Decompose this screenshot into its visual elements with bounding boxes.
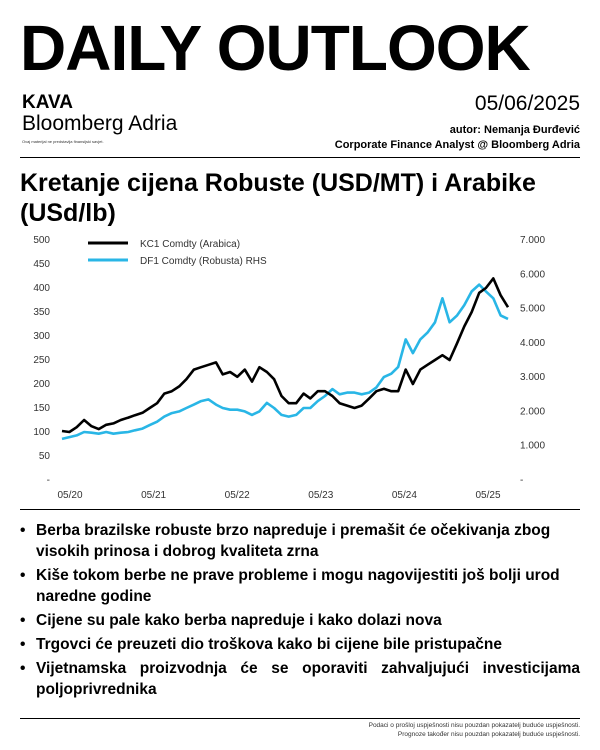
y-left-tick-label: 100 xyxy=(33,427,50,438)
report-date: 05/06/2025 xyxy=(474,92,580,115)
y-right-tick-label: - xyxy=(520,475,524,486)
x-tick-label: 05/25 xyxy=(475,490,501,501)
author-name: autor: Nemanja Đurđević xyxy=(449,124,580,136)
y-right-tick-label: 2.000 xyxy=(520,406,546,418)
y-left-tick-label: 500 xyxy=(33,235,50,246)
y-left-tick-label: 50 xyxy=(38,451,50,462)
y-left-tick-label: 300 xyxy=(33,331,50,342)
footer-note: Podaci o prošloj uspješnosti nisu pouzdan pokazatelj buduće uspješnosti. xyxy=(368,722,580,729)
y-right-tick-label: 6.000 xyxy=(520,269,546,281)
x-tick-label: 05/23 xyxy=(308,490,334,501)
robusta-series-line xyxy=(62,285,508,439)
bullet-list xyxy=(20,520,580,703)
price-chart xyxy=(0,228,600,506)
footer-note: Prognoze također nisu pouzdan pokazatelj buduće uspješnosti. xyxy=(397,731,580,738)
y-right-tick-label: 1.000 xyxy=(520,440,546,452)
bullet-item: • Kiše tokom berbe ne prave probleme i mogu nagovijestiti još bolji urod naredne godine xyxy=(20,565,580,607)
y-right-tick-label: 5.000 xyxy=(520,303,546,315)
topic-label: KAVA xyxy=(22,92,74,113)
bullet-item: • Cijene su pale kako berba napreduje i kako dolazi nova xyxy=(20,610,580,631)
author-role: Corporate Finance Analyst @ Bloomberg Adria xyxy=(334,139,580,151)
y-left-tick-label: 400 xyxy=(33,283,50,294)
bullet-item: • Trgovci će preuzeti dio troškova kako bi cijene bile pristupačne xyxy=(20,634,580,655)
y-right-tick-label: 7.000 xyxy=(520,235,546,246)
x-tick-label: 05/22 xyxy=(224,490,250,501)
y-left-tick-label: - xyxy=(46,475,50,486)
disclaimer-text: Ovaj materijal ne predstavlja finansijski savjet. xyxy=(22,139,104,144)
chart-divider xyxy=(20,509,580,510)
x-tick-label: 05/20 xyxy=(57,490,83,501)
y-right-tick-label: 3.000 xyxy=(520,372,546,384)
x-tick-label: 05/24 xyxy=(391,490,417,501)
legend-label-robusta: DF1 Comdty (Robusta) RHS xyxy=(140,256,267,267)
footer-divider xyxy=(20,718,580,719)
bullet-item: • Vijetnamska proizvodnja će se oporaviti zahvaljujući investicijama poljoprivrednika xyxy=(20,658,580,700)
y-left-tick-label: 150 xyxy=(33,403,50,414)
main-title: DAILY OUTLOOK xyxy=(20,12,530,84)
bullet-item: • Berba brazilske robuste brzo napreduje i premašit će očekivanja zbog visokih prinosa i dobrog kvaliteta zrna xyxy=(20,520,580,562)
header-divider xyxy=(20,157,580,158)
legend-label-arabica: KC1 Comdty (Arabica) xyxy=(140,239,241,250)
y-left-tick-label: 200 xyxy=(33,379,50,390)
y-left-tick-label: 450 xyxy=(33,259,50,270)
y-right-tick-label: 4.000 xyxy=(520,337,546,349)
y-left-tick-label: 350 xyxy=(33,307,50,318)
chart-title: Kretanje cijena Robuste (USD/MT) i Arabike (USd/lb) xyxy=(20,169,536,227)
x-tick-label: 05/21 xyxy=(141,490,167,501)
y-left-tick-label: 250 xyxy=(33,355,50,366)
brand-logo-text: Bloomberg Adria xyxy=(22,112,178,135)
